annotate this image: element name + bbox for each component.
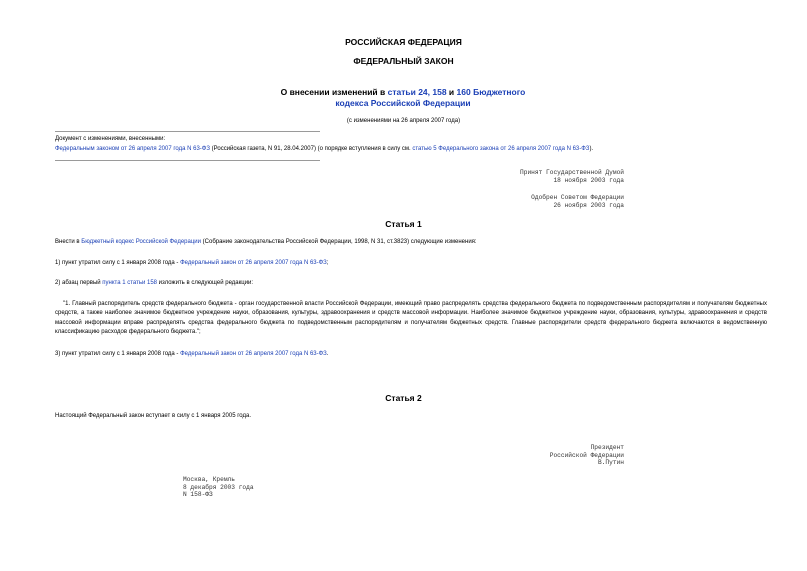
doc-changes-end: ). [589,146,594,152]
doc-changes-link-law[interactable]: Федеральным законом от 26 апреля 2007 года N 63-ФЗ [55,146,210,152]
article2-text: Настоящий Федеральный закон вступает в силу с 1 января 2005 года. [55,413,251,419]
approved-line1: Одобрен Советом Федерации [531,194,624,201]
item2-text: 2) абзац первый [55,280,103,286]
article2-heading: Статья 2 [385,393,422,403]
item1-text: 1) пункт утратил силу с 1 января 2008 года - [55,260,181,266]
place-date-block [183,476,254,499]
article1-intro [55,238,767,247]
article1-heading: Статья 1 [385,219,422,229]
law-type-heading: ФЕДЕРАЛЬНЫЙ ЗАКОН [353,56,454,66]
doc-changes-link-article5[interactable]: статью 5 Федерального закона от 26 апреля 2007 года N 63-ФЗ [412,146,590,152]
adopted-duma [520,169,624,184]
item2-end: изложить в следующей редакции: [157,280,254,286]
place-line2: 8 декабря 2003 года [183,483,254,491]
title-link-articles[interactable]: статьи 24, 158 [387,87,447,97]
article1-item1 [55,259,767,268]
item3-end: . [326,351,329,357]
divider-top [55,131,320,132]
title-prefix: О внесении изменений в [280,87,388,97]
country-heading: РОССИЙСКАЯ ФЕДЕРАЦИЯ [345,37,462,47]
place-line3: N 158-ФЗ [183,491,213,499]
budget-code-link[interactable]: Бюджетный кодекс Российской Федерации [81,239,201,245]
article1-intro-b: (Собрание законодательства Российской Федерации, 1998, N 31, ст.3823) следующие изменения: [200,239,477,245]
doc-changes-line [55,145,593,153]
item3-text: 3) пункт утратил силу с 1 января 2008 года - [55,351,181,357]
title-link-160[interactable]: 160 [456,87,471,97]
item1-law-link[interactable]: Федеральный закон от 26 апреля 2007 года N 63-ФЗ [180,260,327,266]
title-link-code[interactable]: Бюджетного кодекса Российской Федерации [335,87,526,108]
approved-federation-council [531,194,624,209]
signature-line2: Российской Федерации [549,451,624,459]
item3-law-link[interactable]: Федеральный закон от 26 апреля 2007 года N 63-ФЗ [180,351,327,357]
place-line1: Москва, Кремль [183,476,235,483]
law-title [273,87,533,109]
article1-intro-a: Внести в [55,239,82,245]
approved-line2: 26 ноября 2003 года [553,201,624,209]
signature-line1: Президент [590,444,624,451]
adopted-duma-line2: 18 ноября 2003 года [553,176,624,184]
article1-item3 [55,350,767,359]
article1-item2 [55,279,767,288]
article1-quote: "1. Главный распорядитель средств федерального бюджета - орган государственной власти Российской Федерации, имеющий право распределять средства федерального бюджета по подведомственным распорядителям и получателям бюджетных средств, а также наиболее значимое бюджетное учреждение науки, образования, культуры, здравоохранения и средств массовой информации. Наиболее значимое бюджетное учреждение науки, образования, культуры, здравоохранения и средств массовой информации вправе распределять средства федерального бюджета по подведомственным распорядителям и получателям бюджетных средств. Главные распорядители средств федерального бюджета включаются в ведомственную классификацию расходов федерального бюджета."; [55,301,767,335]
signature-block [550,444,624,467]
signature-line3: В.Путин [598,459,624,467]
doc-changes-mid: (Российская газета, N 91, 28.04.2007) (о порядке вступления в силу см. [209,146,413,152]
divider-bottom [55,160,320,161]
adopted-duma-line1: Принят Государственной Думой [520,169,624,176]
item1-end: ; [326,260,329,266]
amendment-note: (с изменениями на 26 апреля 2007 года) [346,118,461,124]
title-and: и [446,87,457,97]
item2-article158-link[interactable]: пункта 1 статьи 158 [102,280,158,286]
doc-changes-label: Документ с изменениями, внесенными: [55,136,166,142]
